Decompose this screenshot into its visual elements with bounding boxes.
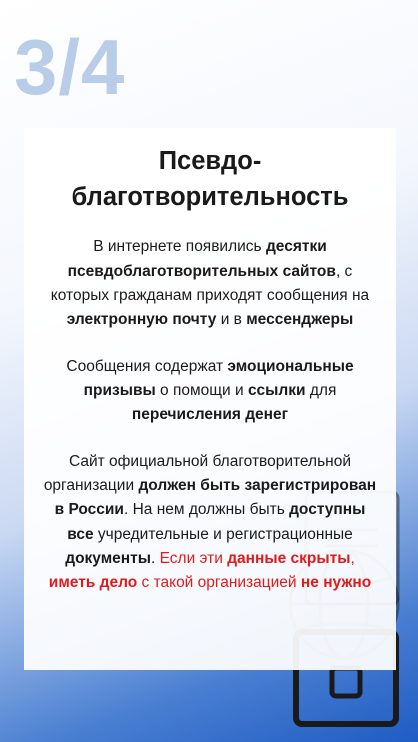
warning-text: ,: [350, 549, 355, 567]
bold-text: перечисления денег: [131, 406, 289, 424]
warning-bold-text: не нужно: [300, 574, 372, 592]
paragraph-messages: [40, 355, 380, 428]
bold-text: должен быть зарегистрирован в России: [54, 477, 377, 519]
bold-text: десятки псевдоблаготворительных сайтов: [67, 238, 336, 280]
text: . На нем должны быть: [123, 501, 290, 519]
text: .: [151, 549, 160, 567]
bold-text: документы: [65, 549, 151, 567]
text: В интернете появились: [93, 238, 266, 256]
text: , с которых гражданам приходят сообщения на: [50, 262, 370, 305]
bold-text: доступны все: [67, 501, 366, 543]
text: для: [305, 382, 337, 400]
page-title: Псевдо-благотворительность: [71, 147, 349, 211]
slide-counter: 3/4: [14, 23, 126, 111]
paragraph-official-site: [40, 450, 380, 596]
warning-bold-text: иметь дело: [48, 574, 138, 592]
text: Сайт официальной благотворительной организации: [43, 452, 351, 494]
warning-bold-text: данные скрыты: [227, 549, 351, 567]
warning-text: Если эти: [159, 549, 228, 567]
text: учредительные и регистрационные: [93, 525, 353, 543]
content-card: [24, 128, 396, 670]
bold-text: электронную почту: [66, 311, 217, 329]
bold-text: мессенджеры: [246, 311, 354, 329]
text: о помощи и: [155, 382, 248, 400]
text: Сообщения содержат: [66, 357, 228, 375]
bold-text: ссылки: [247, 382, 306, 400]
text: и в: [216, 311, 247, 329]
bold-text: эмоциональные призывы: [83, 357, 354, 400]
paragraph-sites: [40, 235, 380, 332]
warning-text: с такой организацией: [137, 574, 301, 592]
